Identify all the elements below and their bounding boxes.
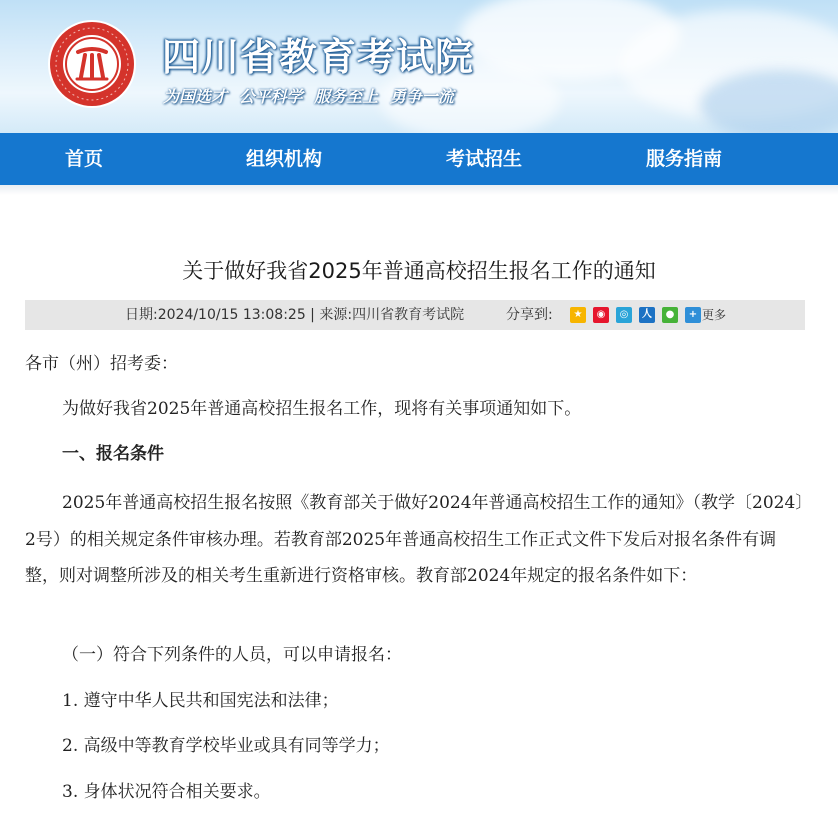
renren-icon[interactable]: 人 [639, 307, 655, 323]
site-title: 四川省教育考试院 [162, 35, 475, 79]
site-header [0, 0, 838, 133]
main-nav [0, 133, 838, 185]
article-meta-bar [25, 300, 805, 330]
list-item: 2. 高级中等教育学校毕业或具有同等学力； [62, 736, 390, 756]
article-meta: 日期:2024/10/15 13:08:25 | 来源:四川省教育考试院 [125, 307, 465, 323]
nav-item-exam-enrollment[interactable]: 考试招生 [445, 148, 522, 170]
nav-item-organization[interactable]: 组织机构 [245, 148, 322, 170]
intro-paragraph: 为做好我省2025年普通高校招生报名工作，现将有关事项通知如下。 [62, 399, 582, 419]
share-label: 分享到: [506, 307, 553, 323]
share-more-icon[interactable]: + [685, 307, 701, 323]
site-logo-icon[interactable] [47, 19, 137, 109]
nav-item-home[interactable]: 首页 [64, 148, 103, 170]
list-item: 1. 遵守中华人民共和国宪法和法律； [62, 691, 339, 711]
wechat-icon[interactable]: ● [662, 307, 678, 323]
salutation: 各市（州）招考委： [25, 354, 178, 374]
list-item: 3. 身体状况符合相关要求。 [62, 782, 271, 802]
nav-item-service-guide[interactable]: 服务指南 [645, 148, 722, 170]
body-paragraph: 2025年普通高校招生报名按照《教育部关于做好2024年普通高校招生工作的通知》（教学〔2024〕2号）的相关规定条件审核办理。若教育部2025年普通高校招生工作正式文件下发后对报名条件有调整，则对调整所涉及的相关考生重新进行资格审核。教育部2024年规定的报名条件如下： [25, 493, 804, 586]
tencent-weibo-icon[interactable]: ◎ [616, 307, 632, 323]
site-slogan: 为国选才 公平科学 服务至上 勇争一流 [163, 87, 454, 106]
section-heading: 一、报名条件 [62, 444, 164, 464]
sub-heading: （一）符合下列条件的人员，可以申请报名： [62, 645, 402, 665]
nav-shadow [0, 185, 838, 195]
article-title: 关于做好我省2025年普通高校招生报名工作的通知 [182, 259, 656, 283]
weibo-icon[interactable]: ◉ [593, 307, 609, 323]
share-more-link[interactable]: 更多 [702, 308, 727, 322]
qzone-icon[interactable]: ★ [570, 307, 586, 323]
